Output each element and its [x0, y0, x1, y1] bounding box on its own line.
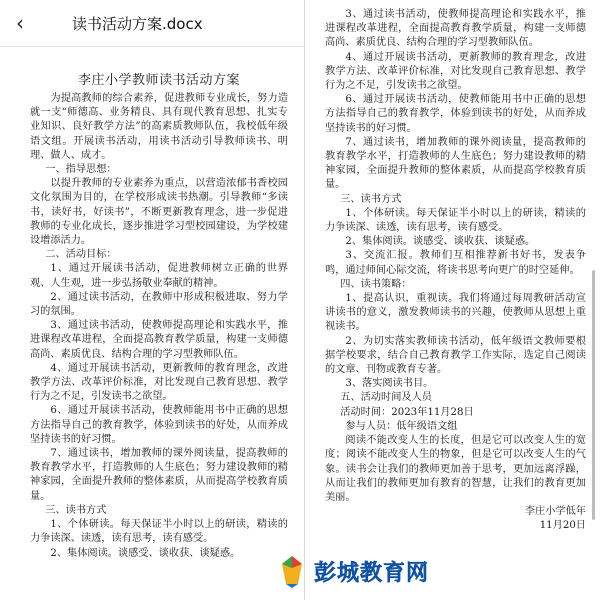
paragraph: 3、交流汇报。教师们互相推荐新书好书，发表争鸣，通过师间心际交流，将读书思考向更广的时空延伸。	[325, 250, 586, 276]
paragraph: 3、落实阅读书目。	[345, 378, 434, 390]
site-watermark	[278, 551, 433, 591]
paragraph: 二、活动目标：	[45, 249, 117, 261]
document-heading: 李庄小学教师读书活动方案	[77, 73, 240, 88]
paragraph: 一、指导思想：	[45, 164, 117, 176]
paragraph: 活动时间：2023年11月28日	[340, 406, 474, 418]
pencil-logo-icon	[278, 554, 306, 588]
paragraph: 为提高教师的综合素养，促进教师专业成长，努力造就一支“师德高、业务精良、具有现代教育思想、扎实专业知识、良好教学方法”的高素质教师队伍，我校低年级语文组。开展读书活动，用读书活动引导教师读书、明理、做人、成才。	[30, 93, 288, 161]
paragraph: 11月20日	[539, 520, 586, 532]
paragraph: 2、集体阅读。谈感受、谈收获、谈疑惑。	[50, 547, 241, 559]
top-bar	[0, 0, 304, 47]
paragraph: 四、读书策略：	[340, 278, 412, 290]
document-view-right	[307, 0, 600, 600]
paragraph: 4、通过开展读书活动，更新教师的教育理念，改进教学方法、改革评价标准，对比发现自己教育思想、教学行为之不足，引发读书之欲望。	[325, 51, 586, 92]
paragraph: 6、通过开展读书活动，使教师能用书中正确的思想方法指导自己的教育教学，体验到读书的好处，从而养成坚持读书的好习惯。	[325, 94, 586, 134]
watermark-text: 彭城教育网	[310, 556, 433, 587]
scrollbar[interactable]	[592, 270, 595, 520]
paragraph: 以提升教师的专业素养为重点，以营造浓郁书香校园文化氛围为目的，在学校形成读书热潮。引导教师“多读书，读好书，好读书”，不断更新教育理念，进一步促进教师的专业化成长，逐步推进学习型校园建设，为学校建设增添活力。	[30, 178, 288, 247]
paragraph: 1、个体研读。每天保证半小时以上的研读，精读的力争读深、读透，读有思考，读有感受。	[325, 207, 586, 234]
paragraph: 3、通过读书活动，使教师提高理论和实践水平，推进课程改革进程，全面提高教育教学质量，构建一支师德高尚、素质优良、结构合理的学习型教师队伍。	[325, 9, 586, 49]
right-content	[325, 8, 586, 534]
paragraph: 6、通过开展读书活动，使教师能用书中正确的思想方法指导自己的教育教学，体验到读书的好处，从而养成坚持读书的好习惯。	[30, 405, 288, 445]
document-body[interactable]	[0, 47, 304, 561]
paragraph: 7、通过读书，增加教师的课外阅读量，提高教师的教育教学水平，打造教师的人生底色；努力建设教师的精神家园，全面提升教师的整体素质，从而提高学校教育质量。	[325, 136, 586, 191]
paragraph: 参与人员：低年级语文组	[345, 420, 458, 432]
left-content	[30, 92, 288, 561]
paragraph: 2、集体阅读。谈感受、谈收获、谈疑惑。	[345, 236, 536, 248]
paragraph: 三、读书方式	[45, 504, 107, 516]
paragraph: 1、通过开展读书活动，促进教师树立正确的世界观、人生观，进一步弘扬敬业奉献的精神。	[30, 263, 288, 289]
paragraph: 2、为切实落实教师读书活动，低年级语文教师要根据学校要求，结合自己教育教学工作实际，选定自己阅读的文章、刊物或教育专著。	[325, 335, 586, 376]
paragraph: 阅读不能改变人生的长度，但是它可以改变人生的宽度；阅读不能改变人生的物象，但是它可以改变人生的气象。读书会让我们的教师更加善于思考，更加远离浮躁，从而让我们的教师更加有教育的智慧，让我们的教育更加美丽。	[325, 435, 586, 503]
paragraph: 3、通过读书活动，使教师提高理论和实践水平，推进课程改革进程，全面提高教育教学质量，构建一支师德高尚、素质优良、结构合理的学习型教师队伍。	[30, 320, 288, 360]
paragraph: 4、通过开展读书活动，更新教师的教育理念，改进教学方法、改革评价标准，对比发现自己教育思想、教学行为之不足，引发读书之欲望。	[30, 362, 288, 403]
document-body-continued[interactable]	[307, 0, 600, 534]
paragraph: 李庄小学低年	[524, 506, 586, 518]
paragraph: 1、个体研读。每天保证半小时以上的研读，精读的力争读深、读透，读有思考，读有感受。	[30, 519, 288, 545]
paragraph: 五、活动时间及人员	[340, 392, 432, 404]
paragraph: 三、读书方式	[340, 193, 402, 205]
paragraph: 2、通过读书活动，在教师中形成积极进取、努力学习的氛围。	[30, 291, 288, 318]
document-title: 读书活动方案.docx	[72, 14, 203, 33]
chevron-left-icon[interactable]: ‹	[16, 11, 24, 35]
paragraph: 7、通过读书，增加教师的课外阅读量，提高教师的教育教学水平，打造教师的人生底色；努力建设教师的精神家园，全面提升教师的整体素质，从而提高学校教育质量。	[30, 448, 288, 502]
paragraph: 1、提高认识，重视读。我们将通过每周教研活动宣讲读书的意义，激发教师读书的兴趣，使教师从思想上重视读书。	[325, 293, 586, 333]
